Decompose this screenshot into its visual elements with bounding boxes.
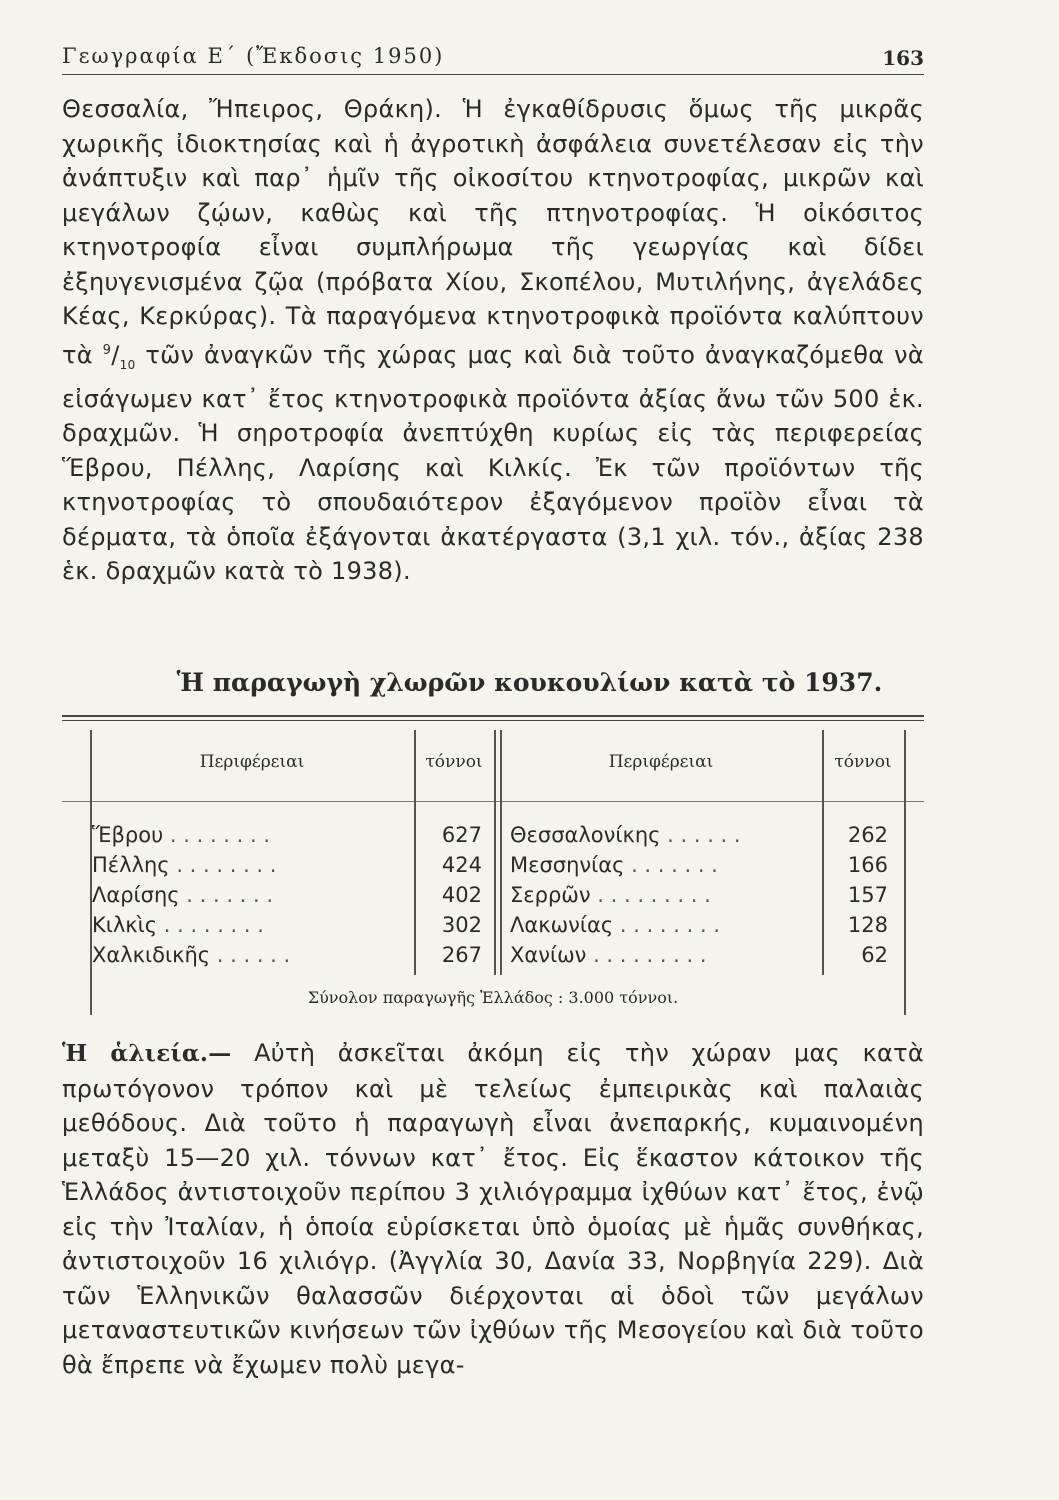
- region-name: Λακωνίας . . . . . . . .: [510, 913, 720, 937]
- table-row: [92, 823, 482, 853]
- table-row: [510, 943, 888, 973]
- tons-value: 166: [847, 853, 888, 877]
- region-name: Χανίων . . . . . . . . .: [510, 943, 707, 967]
- paragraph-text: Θεσσαλία, Ἤπειρος, Θράκη). Ἡ ἐγκαθίδρυσις ὅμως τῆς μικρᾶς χωρικῆς ἰδιοκτησίας καὶ ἡ ἀγροτικὴ ἀσφάλεια συνετέλεσαν εἰς τὴν ἀνάπτυξιν καὶ παρ᾽ ἡμῖν τῆς οἰκοσίτου κτηνοτροφίας, μικρῶν καὶ μεγάλων ζῴων, καθὼς καὶ τῆς πτηνοτροφίας. Ἡ οἰκόσιτος κτηνοτροφία εἶναι συμπλήρωμα τῆς γεωργίας καὶ δίδει ἐξηυγενισμένα ζῷα (πρόβατα Χίου, Σκοπέλου, Μυτιλήνης, ἀγελάδες Κέας, Κερκύρας). Τὰ παραγόμενα κτηνοτροφικὰ προϊόντα καλύπτουν τὰ: [62, 95, 924, 369]
- page-number: 163: [882, 46, 924, 70]
- region-name: Μεσσηνίας . . . . . . .: [510, 853, 718, 877]
- region-name: Θεσσαλονίκης . . . . . .: [510, 823, 741, 847]
- table-row: [510, 823, 888, 853]
- table-row: [510, 913, 888, 943]
- paragraph-text: Αὐτὴ ἀσκεῖται ἀκόμη εἰς τὴν χώραν μας κατὰ πρωτόγονον τρόπον καὶ μὲ τελείως ἐμπειρικὰς καὶ παλαιὰς μεθόδους. Διὰ τοῦτο ἡ παραγωγὴ εἶναι ἀνεπαρκής, κυμαινομένη μεταξὺ 15—20 χιλ. τόννων κατ᾽ ἔτος. Εἰς ἕκαστον κάτοικον τῆς Ἑλλάδος ἀντιστοιχοῦν περίπου 3 χιλιόγραμμα ἰχθύων κατ᾽ ἔτος, ἐνῷ εἰς τὴν Ἰταλίαν, ἡ ὁποία εὑρίσκεται ὑπὸ ὁμοίας μὲ ἡμᾶς συνθήκας, ἀντιστοιχοῦν 16 χιλιόγρ. (Ἀγγλία 30, Δανία 33, Νορβηγία 229). Διὰ τῶν Ἑλληνικῶν θαλασσῶν διέρχονται αἱ ὁδοὶ τῶν μεγάλων μεταναστευτικῶν κινήσεων τῶν ἰχθύων τῆς Μεσογείου καὶ διὰ τοῦτο θὰ ἔπρεπε νὰ ἔχωμεν πολὺ μεγα-: [62, 1039, 925, 1379]
- tons-value: 262: [847, 823, 888, 847]
- table-row: [92, 883, 482, 913]
- table-right-border: [904, 730, 906, 1015]
- paragraph-livestock: [62, 92, 924, 589]
- running-title: Γεωγραφία Ε΄ (Ἔκδοσις 1950): [62, 44, 445, 68]
- table-row: [510, 853, 888, 883]
- region-name: Κιλκὶς . . . . . . . .: [92, 913, 264, 937]
- paragraph-text: τῶν ἀναγκῶν τῆς χώρας μας καὶ διὰ τοῦτο ἀναγκαζόμεθα νὰ εἰσάγωμεν κατ᾽ ἔτος κτηνοτροφικὰ προϊόντα ἀξίας ἄνω τῶν 500 ἑκ. δραχμῶν. Ἡ σηροτροφία ἀνεπτύχθη κυρίως εἰς τὰς περιφερείας Ἕβρου, Πέλλης, Λαρίσης καὶ Κιλκίς. Ἐκ τῶν προϊόντων τῆς κτηνοτροφίας τὸ σπουδαιότερον ἐξαγόμενον προϊὸν εἶναι τὰ δέρματα, τὰ ὁποῖα ἐξάγονται ἀκατέργαστα (3,1 χιλ. τόν., ἀξίας 238 ἑκ. δραχμῶν κατὰ τὸ 1938).: [62, 340, 924, 586]
- tons-value: 267: [441, 943, 482, 967]
- center-divider: [494, 730, 496, 975]
- fraction-denominator: 10: [119, 357, 136, 372]
- region-name: Λαρίσης . . . . . . .: [92, 883, 274, 907]
- tons-value: 128: [847, 913, 888, 937]
- table-row: [92, 913, 482, 943]
- table-row: [92, 853, 482, 883]
- fraction-slash: /: [111, 340, 120, 369]
- table-caption: Ἡ παραγωγὴ χλωρῶν κουκουλίων κατὰ τὸ 1937.: [176, 668, 883, 697]
- page-header: [62, 40, 924, 75]
- column-header-tons: τόννοι: [425, 752, 483, 772]
- column-header-tons: τόννοι: [834, 752, 892, 772]
- region-name: Πέλλης . . . . . . . .: [92, 853, 277, 877]
- column-header-regions: Περιφέρειαι: [199, 752, 305, 772]
- tons-value: 424: [441, 853, 482, 877]
- table-total: Σύνολον παραγωγῆς Ἑλλάδος : 3.000 τόννοι.: [307, 988, 679, 1007]
- region-name: Χαλκιδικῆς . . . . . .: [92, 943, 291, 967]
- table-top-rule-thin: [62, 720, 924, 721]
- paragraph-fishing: [62, 1036, 924, 1382]
- tons-value: 302: [441, 913, 482, 937]
- tons-value: 627: [441, 823, 482, 847]
- section-lead: Ἡ ἁλιεία.—: [62, 1040, 232, 1067]
- column-header-regions: Περιφέρειαι: [608, 752, 714, 772]
- region-name: Ἕβρου . . . . . . . .: [92, 823, 271, 847]
- table-header-rule: [62, 801, 924, 802]
- tons-value: 157: [847, 883, 888, 907]
- table-top-rule: [62, 715, 924, 717]
- tons-value: 62: [861, 943, 888, 967]
- tons-value: 402: [441, 883, 482, 907]
- fraction-numerator: 9: [102, 342, 112, 358]
- cocoon-production-table: [62, 715, 924, 1015]
- region-name: Σερρῶν . . . . . . . . .: [510, 883, 711, 907]
- table-row: [92, 943, 482, 973]
- table-row: [510, 883, 888, 913]
